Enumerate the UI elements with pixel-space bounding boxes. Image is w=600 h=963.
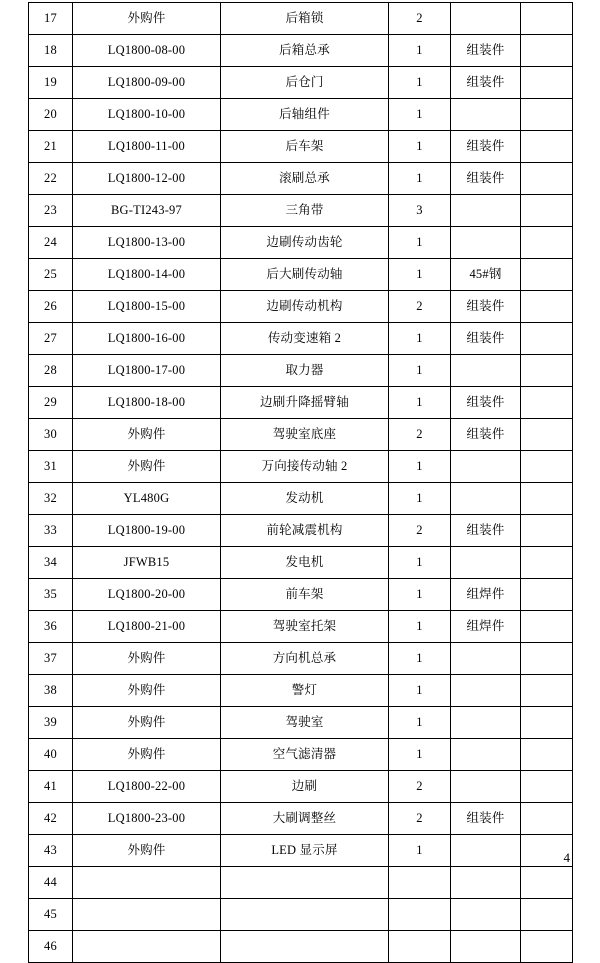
cell-extra bbox=[521, 899, 573, 931]
cell-extra bbox=[521, 579, 573, 611]
cell-name: 驾驶室托架 bbox=[221, 611, 389, 643]
cell-name: 后大刷传动轴 bbox=[221, 259, 389, 291]
cell-code bbox=[73, 899, 221, 931]
cell-quantity: 1 bbox=[389, 643, 451, 675]
cell-quantity: 1 bbox=[389, 483, 451, 515]
cell-quantity: 1 bbox=[389, 131, 451, 163]
table-row bbox=[29, 803, 573, 835]
table-row bbox=[29, 611, 573, 643]
cell-quantity: 1 bbox=[389, 707, 451, 739]
cell-note bbox=[451, 99, 521, 131]
cell-index: 40 bbox=[29, 739, 73, 771]
table-row bbox=[29, 195, 573, 227]
cell-code: BG-TI243-97 bbox=[73, 195, 221, 227]
cell-code: 外购件 bbox=[73, 3, 221, 35]
cell-name: 前车架 bbox=[221, 579, 389, 611]
cell-code: LQ1800-09-00 bbox=[73, 67, 221, 99]
cell-extra bbox=[521, 611, 573, 643]
cell-code: LQ1800-13-00 bbox=[73, 227, 221, 259]
cell-quantity bbox=[389, 931, 451, 963]
cell-extra bbox=[521, 419, 573, 451]
cell-quantity: 1 bbox=[389, 739, 451, 771]
cell-extra bbox=[521, 867, 573, 899]
cell-index: 17 bbox=[29, 3, 73, 35]
cell-extra bbox=[521, 291, 573, 323]
cell-quantity bbox=[389, 899, 451, 931]
table-row bbox=[29, 835, 573, 867]
cell-extra bbox=[521, 707, 573, 739]
cell-extra bbox=[521, 483, 573, 515]
cell-code: LQ1800-19-00 bbox=[73, 515, 221, 547]
cell-note bbox=[451, 867, 521, 899]
cell-extra bbox=[521, 67, 573, 99]
cell-extra bbox=[521, 323, 573, 355]
table-row bbox=[29, 899, 573, 931]
cell-quantity: 1 bbox=[389, 675, 451, 707]
cell-quantity: 1 bbox=[389, 323, 451, 355]
cell-quantity: 1 bbox=[389, 163, 451, 195]
table-row bbox=[29, 547, 573, 579]
cell-quantity: 3 bbox=[389, 195, 451, 227]
cell-name: 发电机 bbox=[221, 547, 389, 579]
cell-name: 边刷传动齿轮 bbox=[221, 227, 389, 259]
cell-name: 发动机 bbox=[221, 483, 389, 515]
cell-index: 44 bbox=[29, 867, 73, 899]
cell-quantity: 1 bbox=[389, 579, 451, 611]
cell-note: 组装件 bbox=[451, 163, 521, 195]
cell-extra bbox=[521, 195, 573, 227]
cell-quantity: 2 bbox=[389, 291, 451, 323]
cell-note: 组装件 bbox=[451, 291, 521, 323]
cell-code: JFWB15 bbox=[73, 547, 221, 579]
cell-note: 组装件 bbox=[451, 803, 521, 835]
table-row bbox=[29, 227, 573, 259]
cell-name: 后轴组件 bbox=[221, 99, 389, 131]
cell-name: 取力器 bbox=[221, 355, 389, 387]
cell-index: 26 bbox=[29, 291, 73, 323]
cell-index: 22 bbox=[29, 163, 73, 195]
cell-extra bbox=[521, 227, 573, 259]
cell-note bbox=[451, 483, 521, 515]
cell-index: 35 bbox=[29, 579, 73, 611]
cell-index: 36 bbox=[29, 611, 73, 643]
cell-code: 外购件 bbox=[73, 643, 221, 675]
cell-name: LED 显示屏 bbox=[221, 835, 389, 867]
cell-quantity: 2 bbox=[389, 3, 451, 35]
cell-name: 方向机总承 bbox=[221, 643, 389, 675]
cell-index: 24 bbox=[29, 227, 73, 259]
cell-note bbox=[451, 643, 521, 675]
cell-quantity: 1 bbox=[389, 451, 451, 483]
cell-index: 32 bbox=[29, 483, 73, 515]
cell-extra bbox=[521, 387, 573, 419]
cell-name bbox=[221, 867, 389, 899]
cell-code: LQ1800-17-00 bbox=[73, 355, 221, 387]
cell-note bbox=[451, 451, 521, 483]
cell-extra bbox=[521, 643, 573, 675]
cell-quantity: 2 bbox=[389, 771, 451, 803]
cell-code: 外购件 bbox=[73, 675, 221, 707]
cell-name: 传动变速箱 2 bbox=[221, 323, 389, 355]
cell-note: 组装件 bbox=[451, 323, 521, 355]
cell-quantity bbox=[389, 867, 451, 899]
cell-code bbox=[73, 931, 221, 963]
cell-index: 29 bbox=[29, 387, 73, 419]
cell-index: 37 bbox=[29, 643, 73, 675]
cell-code: LQ1800-20-00 bbox=[73, 579, 221, 611]
cell-note: 组装件 bbox=[451, 515, 521, 547]
cell-index: 30 bbox=[29, 419, 73, 451]
cell-name: 后箱总承 bbox=[221, 35, 389, 67]
cell-code: YL480G bbox=[73, 483, 221, 515]
cell-code: LQ1800-22-00 bbox=[73, 771, 221, 803]
table-row bbox=[29, 291, 573, 323]
cell-quantity: 2 bbox=[389, 803, 451, 835]
cell-index: 20 bbox=[29, 99, 73, 131]
table-row bbox=[29, 675, 573, 707]
cell-code: 外购件 bbox=[73, 739, 221, 771]
cell-index: 25 bbox=[29, 259, 73, 291]
cell-note bbox=[451, 707, 521, 739]
table-row bbox=[29, 387, 573, 419]
cell-note bbox=[451, 931, 521, 963]
cell-extra bbox=[521, 547, 573, 579]
table-row bbox=[29, 67, 573, 99]
cell-extra bbox=[521, 803, 573, 835]
cell-name: 前轮减震机构 bbox=[221, 515, 389, 547]
cell-note bbox=[451, 227, 521, 259]
cell-note: 组装件 bbox=[451, 35, 521, 67]
cell-quantity: 1 bbox=[389, 35, 451, 67]
cell-extra bbox=[521, 3, 573, 35]
cell-extra bbox=[521, 99, 573, 131]
cell-name: 万向接传动轴 2 bbox=[221, 451, 389, 483]
cell-index: 43 bbox=[29, 835, 73, 867]
cell-quantity: 1 bbox=[389, 227, 451, 259]
parts-list-body bbox=[29, 3, 573, 963]
cell-code: 外购件 bbox=[73, 451, 221, 483]
cell-code bbox=[73, 867, 221, 899]
table-row bbox=[29, 163, 573, 195]
table-row bbox=[29, 867, 573, 899]
cell-extra bbox=[521, 35, 573, 67]
cell-code: LQ1800-11-00 bbox=[73, 131, 221, 163]
cell-name bbox=[221, 899, 389, 931]
parts-list-table bbox=[28, 2, 573, 963]
table-row bbox=[29, 643, 573, 675]
table-row bbox=[29, 771, 573, 803]
cell-index: 45 bbox=[29, 899, 73, 931]
page-number: 4 bbox=[563, 850, 570, 865]
cell-extra bbox=[521, 259, 573, 291]
cell-extra bbox=[521, 163, 573, 195]
table-row bbox=[29, 99, 573, 131]
table-row bbox=[29, 483, 573, 515]
cell-name: 边刷 bbox=[221, 771, 389, 803]
cell-note bbox=[451, 3, 521, 35]
table-row bbox=[29, 739, 573, 771]
cell-quantity: 1 bbox=[389, 99, 451, 131]
table-row bbox=[29, 579, 573, 611]
cell-index: 19 bbox=[29, 67, 73, 99]
table-row bbox=[29, 419, 573, 451]
cell-extra bbox=[521, 451, 573, 483]
cell-code: LQ1800-14-00 bbox=[73, 259, 221, 291]
cell-code: LQ1800-23-00 bbox=[73, 803, 221, 835]
cell-note bbox=[451, 547, 521, 579]
cell-note: 45#钢 bbox=[451, 259, 521, 291]
cell-note: 组装件 bbox=[451, 387, 521, 419]
document-page bbox=[0, 2, 600, 953]
table-row bbox=[29, 35, 573, 67]
cell-index: 23 bbox=[29, 195, 73, 227]
cell-code: LQ1800-16-00 bbox=[73, 323, 221, 355]
table-row bbox=[29, 131, 573, 163]
cell-name: 后仓门 bbox=[221, 67, 389, 99]
cell-code: 外购件 bbox=[73, 835, 221, 867]
cell-quantity: 1 bbox=[389, 67, 451, 99]
cell-index: 34 bbox=[29, 547, 73, 579]
cell-extra bbox=[521, 771, 573, 803]
table-row bbox=[29, 355, 573, 387]
cell-extra bbox=[521, 355, 573, 387]
cell-note bbox=[451, 739, 521, 771]
cell-quantity: 1 bbox=[389, 611, 451, 643]
cell-note: 组装件 bbox=[451, 419, 521, 451]
cell-extra bbox=[521, 515, 573, 547]
table-row bbox=[29, 707, 573, 739]
cell-index: 33 bbox=[29, 515, 73, 547]
cell-extra bbox=[521, 931, 573, 963]
cell-note: 组焊件 bbox=[451, 611, 521, 643]
table-row bbox=[29, 323, 573, 355]
cell-code: LQ1800-12-00 bbox=[73, 163, 221, 195]
cell-extra bbox=[521, 739, 573, 771]
cell-name: 边刷传动机构 bbox=[221, 291, 389, 323]
cell-quantity: 1 bbox=[389, 547, 451, 579]
cell-note bbox=[451, 675, 521, 707]
cell-quantity: 1 bbox=[389, 355, 451, 387]
cell-name: 三角带 bbox=[221, 195, 389, 227]
cell-name: 边刷升降摇臂轴 bbox=[221, 387, 389, 419]
cell-extra bbox=[521, 675, 573, 707]
cell-code: LQ1800-08-00 bbox=[73, 35, 221, 67]
cell-index: 31 bbox=[29, 451, 73, 483]
cell-name: 空气滤清器 bbox=[221, 739, 389, 771]
cell-code: LQ1800-18-00 bbox=[73, 387, 221, 419]
cell-code: LQ1800-15-00 bbox=[73, 291, 221, 323]
table-row bbox=[29, 3, 573, 35]
cell-quantity: 2 bbox=[389, 515, 451, 547]
cell-index: 38 bbox=[29, 675, 73, 707]
cell-name: 后箱锁 bbox=[221, 3, 389, 35]
cell-note bbox=[451, 355, 521, 387]
cell-quantity: 1 bbox=[389, 835, 451, 867]
cell-note bbox=[451, 195, 521, 227]
cell-note: 组装件 bbox=[451, 67, 521, 99]
cell-code: LQ1800-21-00 bbox=[73, 611, 221, 643]
cell-name: 驾驶室底座 bbox=[221, 419, 389, 451]
cell-name: 警灯 bbox=[221, 675, 389, 707]
cell-note: 组焊件 bbox=[451, 579, 521, 611]
cell-quantity: 1 bbox=[389, 259, 451, 291]
cell-index: 41 bbox=[29, 771, 73, 803]
table-row bbox=[29, 259, 573, 291]
cell-name: 滚刷总承 bbox=[221, 163, 389, 195]
cell-code: 外购件 bbox=[73, 707, 221, 739]
cell-note bbox=[451, 899, 521, 931]
cell-index: 39 bbox=[29, 707, 73, 739]
cell-index: 21 bbox=[29, 131, 73, 163]
cell-name bbox=[221, 931, 389, 963]
table-row bbox=[29, 931, 573, 963]
cell-code: 外购件 bbox=[73, 419, 221, 451]
cell-index: 42 bbox=[29, 803, 73, 835]
table-row bbox=[29, 515, 573, 547]
cell-index: 28 bbox=[29, 355, 73, 387]
cell-code: LQ1800-10-00 bbox=[73, 99, 221, 131]
cell-note bbox=[451, 771, 521, 803]
table-row bbox=[29, 451, 573, 483]
cell-name: 驾驶室 bbox=[221, 707, 389, 739]
cell-index: 18 bbox=[29, 35, 73, 67]
cell-note: 组装件 bbox=[451, 131, 521, 163]
cell-index: 27 bbox=[29, 323, 73, 355]
cell-extra bbox=[521, 131, 573, 163]
cell-name: 后车架 bbox=[221, 131, 389, 163]
cell-name: 大刷调整丝 bbox=[221, 803, 389, 835]
cell-note bbox=[451, 835, 521, 867]
cell-index: 46 bbox=[29, 931, 73, 963]
cell-quantity: 2 bbox=[389, 419, 451, 451]
cell-quantity: 1 bbox=[389, 387, 451, 419]
